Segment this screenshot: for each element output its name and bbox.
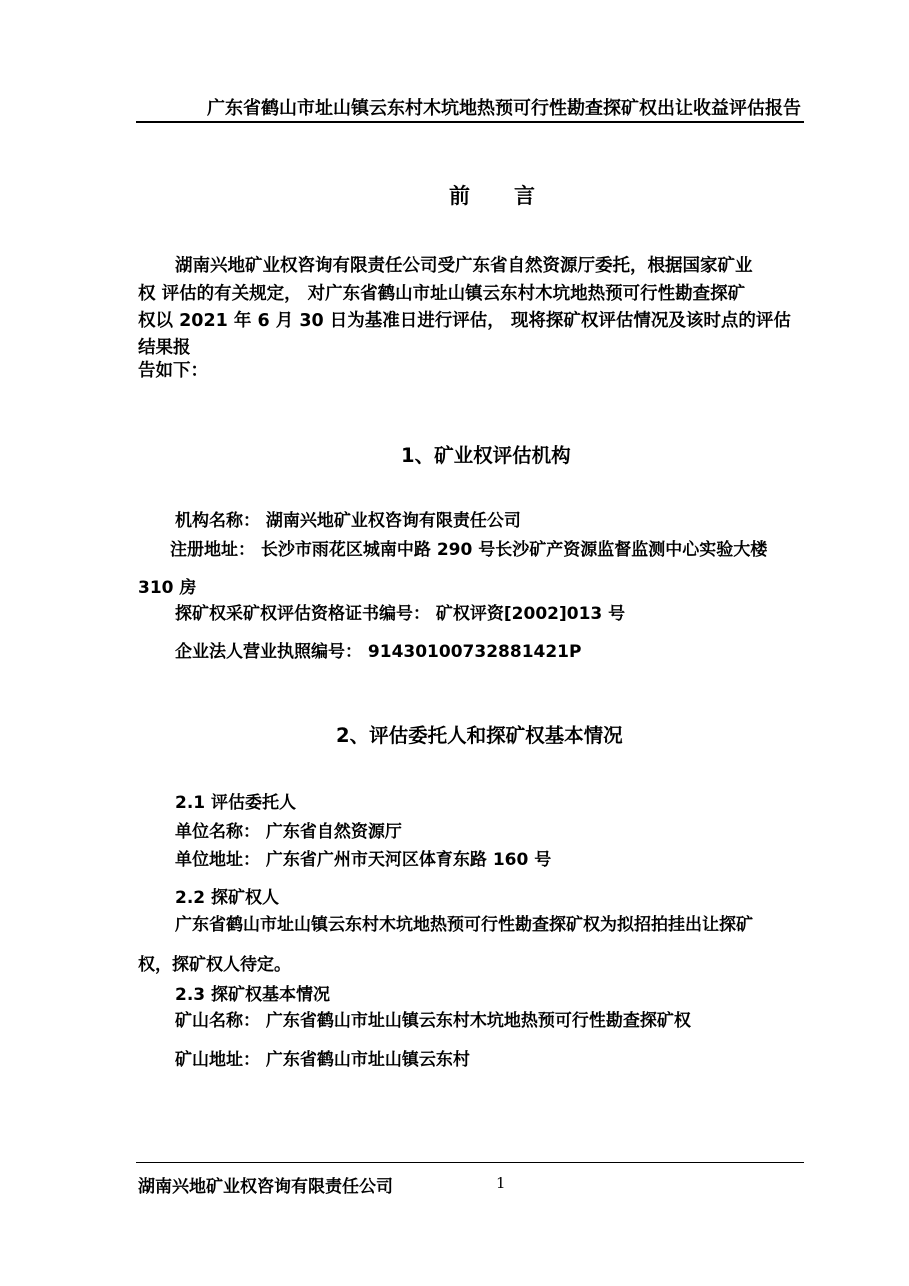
subsection-2-2-title: 2.2 探矿权人 (175, 888, 280, 908)
subsection-2-3-title: 2.3 探矿权基本情况 (175, 985, 331, 1005)
holder-line-2: 权，探矿权人待定。 (138, 955, 291, 975)
registered-address-continued: 310 房 (138, 578, 197, 598)
preface-title-left: 前 (449, 184, 470, 208)
footer-company: 湖南兴地矿业权咨询有限责任公司 (138, 1177, 393, 1197)
mine-name: 矿山名称： 广东省鹤山市址山镇云东村木坑地热预可行性勘查探矿权 (175, 1011, 691, 1031)
page-number: 1 (496, 1174, 506, 1192)
section-2-title: 2、评估委托人和探矿权基本情况 (336, 724, 623, 747)
intro-line-4: 结果报 (138, 338, 191, 358)
business-license-number: 企业法人营业执照编号： 91430100732881421P (175, 642, 582, 662)
certificate-number: 探矿权采矿权评估资格证书编号： 矿权评资[2002]013 号 (175, 604, 626, 624)
intro-line-3: 权以 2021 年 6 月 30 日为基准日进行评估， 现将探矿权评估情况及该时点的评估 (138, 311, 791, 331)
section-1-title: 1、矿业权评估机构 (401, 444, 571, 467)
mine-address: 矿山地址： 广东省鹤山市址山镇云东村 (175, 1050, 470, 1070)
preface-title-right: 言 (514, 184, 535, 208)
footer-rule (136, 1162, 804, 1163)
client-unit-address: 单位地址： 广东省广州市天河区体育东路 160 号 (175, 850, 552, 870)
header-rule (136, 121, 804, 123)
intro-line-5: 告如下： (138, 361, 208, 381)
report-header-title: 广东省鹤山市址山镇云东村木坑地热预可行性勘查探矿权出让收益评估报告 (207, 98, 801, 119)
client-unit-name: 单位名称： 广东省自然资源厅 (175, 822, 402, 842)
org-name: 机构名称： 湖南兴地矿业权咨询有限责任公司 (175, 511, 521, 531)
preface-title (449, 180, 535, 210)
subsection-2-1-title: 2.1 评估委托人 (175, 793, 297, 813)
intro-line-2: 权 评估的有关规定， 对广东省鹤山市址山镇云东村木坑地热预可行性勘查探矿 (138, 284, 746, 304)
intro-line-1: 湖南兴地矿业权咨询有限责任公司受广东省自然资源厅委托，根据国家矿业 (175, 256, 753, 276)
registered-address: 注册地址： 长沙市雨花区城南中路 290 号长沙矿产资源监督监测中心实验大楼 (170, 540, 768, 560)
holder-line-1: 广东省鹤山市址山镇云东村木坑地热预可行性勘查探矿权为拟招拍挂出让探矿 (175, 915, 753, 935)
